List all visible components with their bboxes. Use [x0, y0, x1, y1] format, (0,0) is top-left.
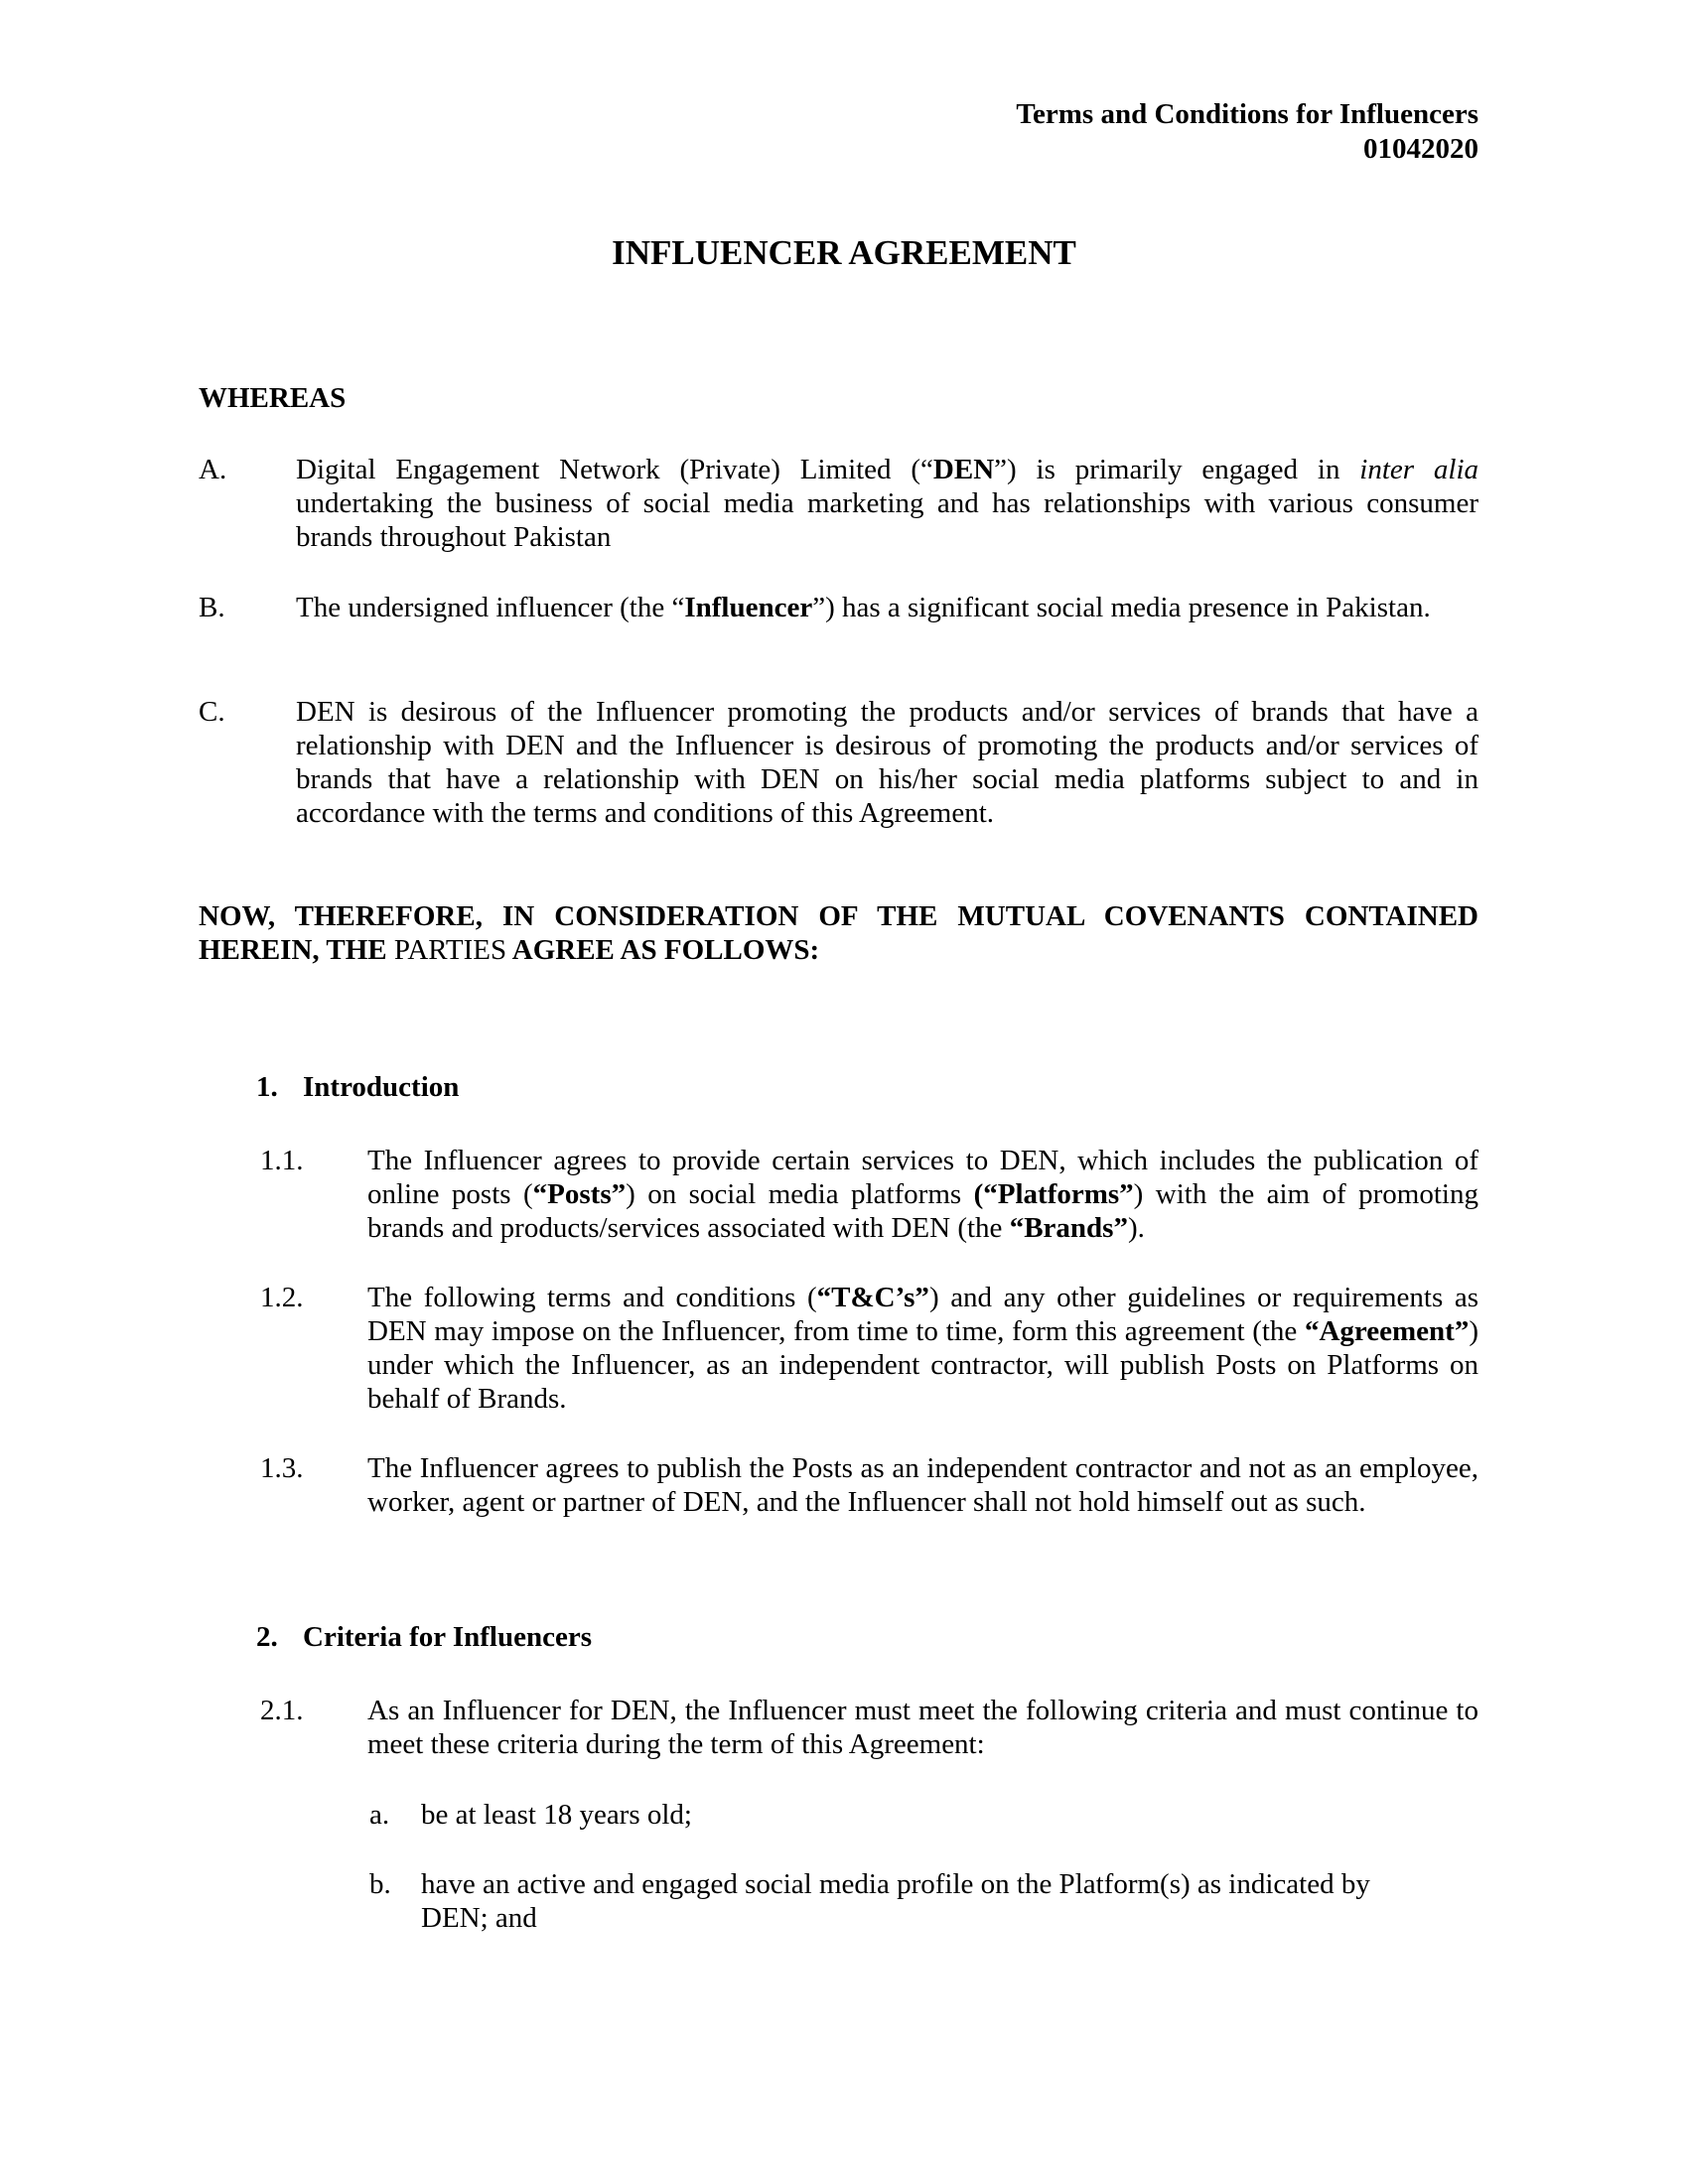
doc-type-header: Terms and Conditions for Influencers [1016, 98, 1478, 130]
recital-a-text: Digital Engagement Network (Private) Limited (“DEN”) is primarily engaged in inter alia undertaking the business of social media marketing and has relationships with various consumer brands throughout Pakistan [296, 454, 1478, 553]
clause-label-1-1: 1.1. [260, 1145, 304, 1176]
page-title: INFLUENCER AGREEMENT [612, 233, 1076, 272]
section-1-number: 1. [256, 1071, 278, 1103]
now-therefore-clause: NOW, THEREFORE, IN CONSIDERATION OF THE MUTUAL COVENANTS CONTAINED HEREIN, THE PARTIES AGREE AS FOLLOWS: [199, 900, 1478, 966]
item-label-b: b. [369, 1868, 391, 1900]
clause-2-1-text: As an Influencer for DEN, the Influencer must meet the following criteria and must continue to meet these criteria during the term of this Agreement: [367, 1695, 1478, 1760]
clause-label-1-3: 1.3. [260, 1452, 304, 1484]
recital-c-text: DEN is desirous of the Influencer promoting the products and/or services of brands that have a relationship with DEN and the Influencer is desirous of promoting the products and/or services of brands that have a relationship with DEN on his/her social media platforms subject to and in accordance with the terms and conditions of this Agreement. [296, 696, 1478, 829]
item-b-text: have an active and engaged social media profile on the Platform(s) as indicated by DEN; and [421, 1868, 1370, 1934]
section-2-heading: Criteria for Influencers [303, 1621, 592, 1653]
recital-label-a: A. [199, 454, 227, 485]
item-label-a: a. [369, 1799, 390, 1831]
whereas-heading: WHEREAS [199, 382, 347, 414]
clause-1-3-text: The Influencer agrees to publish the Posts as an independent contractor and not as an employee, worker, agent or partner of DEN, and the Influencer shall not hold himself out as such. [367, 1452, 1478, 1518]
recital-label-b: B. [199, 592, 225, 623]
doc-number-header: 01042020 [1363, 133, 1478, 165]
recital-b-text: The undersigned influencer (the “Influencer”) has a significant social media presence in Pakistan. [296, 592, 1431, 623]
section-2-number: 2. [256, 1621, 278, 1653]
clause-1-1-text: The Influencer agrees to provide certain services to DEN, which includes the publication of online posts (“Posts”) on social media platforms (“Platforms”) with the aim of promoting brands and products/services associated with DEN (the “Brands”). [367, 1145, 1478, 1244]
clause-label-1-2: 1.2. [260, 1282, 304, 1313]
clause-label-2-1: 2.1. [260, 1695, 304, 1726]
section-1-heading: Introduction [303, 1071, 460, 1103]
recital-label-c: C. [199, 696, 225, 728]
clause-1-2-text: The following terms and conditions (“T&C’s”) and any other guidelines or requirements as DEN may impose on the Influencer, from time to time, form this agreement (the “Agreement”) under which the Influencer, as an independent contractor, will publish Posts on Platforms on behalf of Brands. [367, 1282, 1478, 1415]
item-a-text: be at least 18 years old; [421, 1799, 692, 1831]
